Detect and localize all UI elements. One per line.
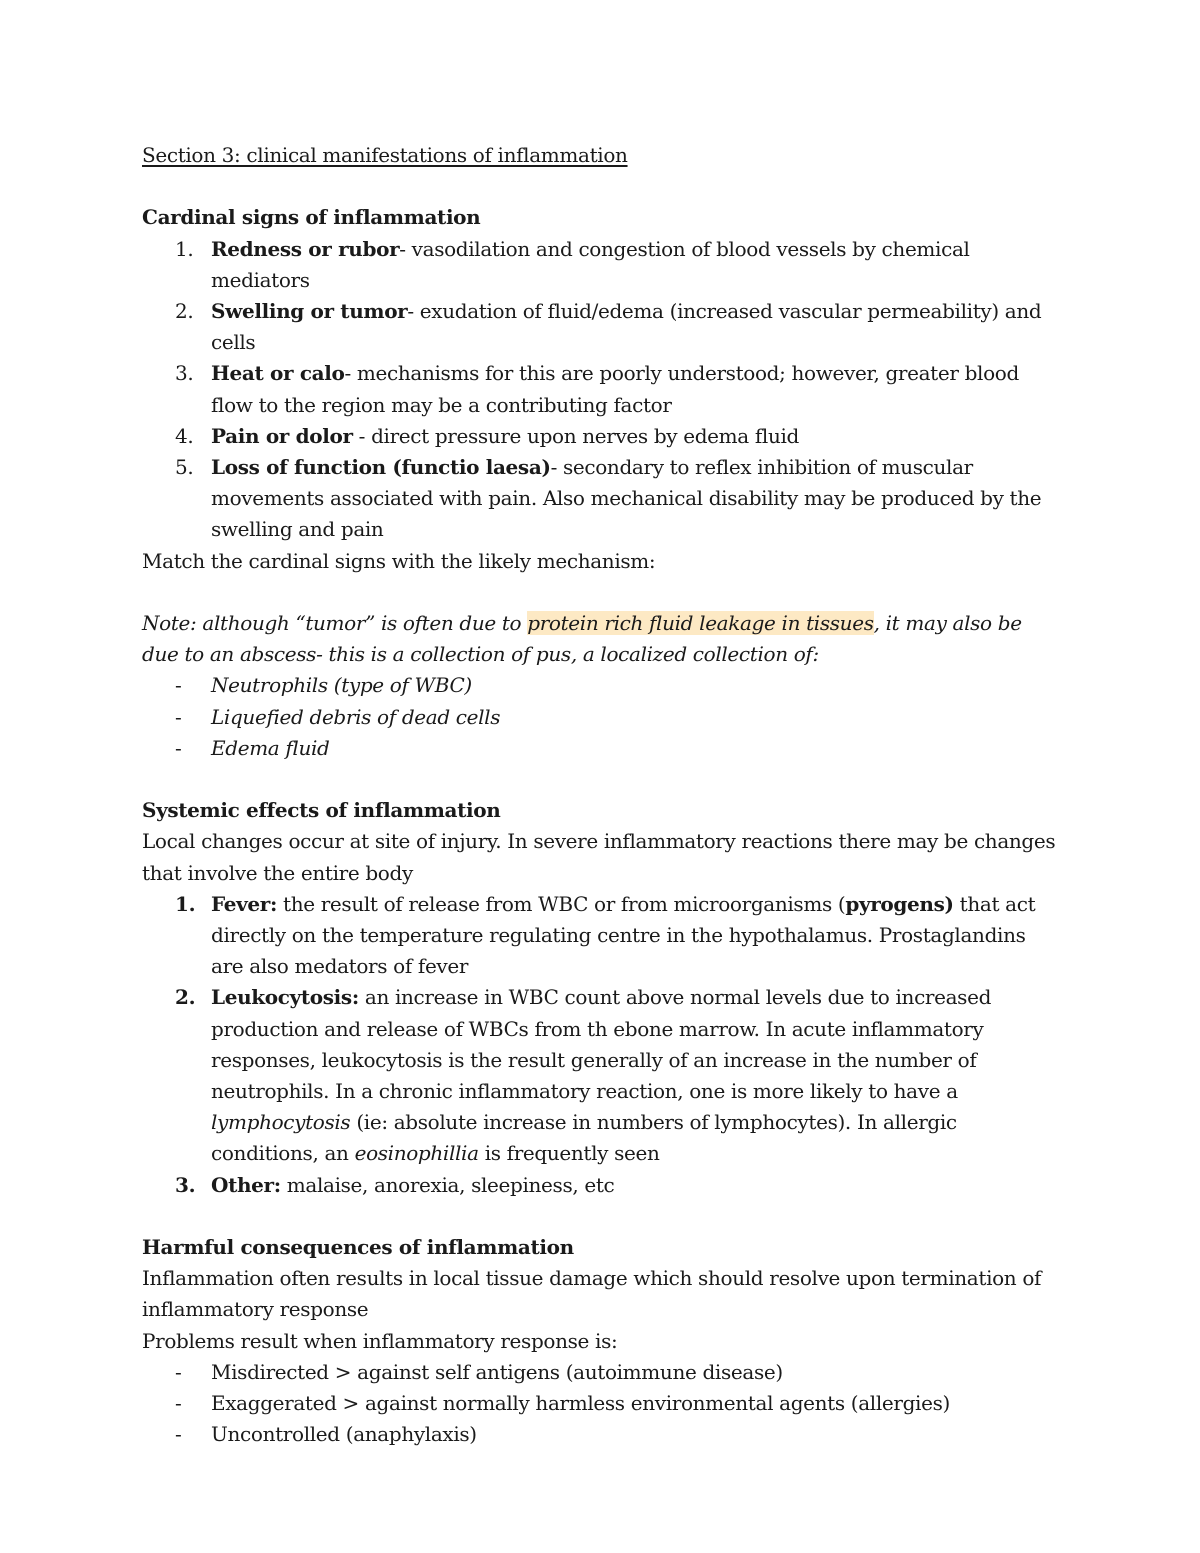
note-highlight: protein rich fluid leakage in tissues (527, 611, 874, 636)
dash-bullet: - (175, 1359, 182, 1384)
dash-bullet: - (175, 1391, 182, 1416)
harmful-line-2: Problems result when inflammatory response is: (142, 1328, 618, 1353)
spacer (142, 171, 1062, 202)
spacer (142, 1201, 1062, 1232)
cardinal-text: - exudation of fluid/edema (increased vascular permeability) and cells (211, 299, 1042, 355)
note-item-2 (142, 702, 1062, 733)
cardinal-item-1 (142, 234, 1062, 296)
systemic-item-leukocytosis (142, 982, 1062, 1169)
note-item-1 (142, 670, 1062, 701)
systemic-heading: Systemic effects of inflammation (142, 798, 501, 823)
list-number: 2. (175, 299, 194, 323)
harmful-item-2 (142, 1388, 1062, 1419)
note-text-before: Note: although “tumor” is often due to (142, 611, 528, 636)
match-instruction: Match the cardinal signs with the likely mechanism: (142, 548, 656, 573)
list-number: 1. (175, 236, 194, 261)
document-page (142, 140, 1062, 1450)
italic-term: eosinophillia (354, 1141, 479, 1166)
systemic-text: is frequently seen (478, 1141, 660, 1166)
cardinal-item-4 (142, 421, 1062, 452)
dash-bullet: - (175, 1422, 182, 1447)
spacer (142, 764, 1062, 795)
cardinal-item-2 (142, 296, 1062, 358)
cardinal-term: Redness or rubor (211, 236, 400, 261)
systemic-text: the result of release from WBC or from microorganisms ( (277, 891, 846, 916)
dash-bullet: - (175, 673, 182, 698)
systemic-item-other (142, 1170, 1062, 1201)
list-number: 3. (175, 1172, 196, 1197)
spacer (142, 577, 1062, 608)
dash-bullet: - (175, 704, 182, 729)
cardinal-term: Loss of function (functio laesa) (211, 455, 551, 480)
harmful-line-1: Inflammation often results in local tissue damage which should resolve upon termination of inflammatory response (142, 1266, 1042, 1322)
systemic-intro: Local changes occur at site of injury. In severe inflammatory reactions there may be changes that involve the entire body (142, 829, 1056, 885)
cardinal-item-5 (142, 452, 1062, 546)
note-item-text: Neutrophils (type of WBC) (211, 673, 472, 698)
systemic-term: Fever: (211, 891, 277, 916)
systemic-term: Leukocytosis: (211, 985, 359, 1010)
cardinal-term: Heat or calo (211, 361, 345, 386)
harmful-item-text: Exaggerated > against normally harmless environmental agents (allergies) (211, 1391, 950, 1416)
cardinal-text: - secondary to reflex inhibition of muscular movements associated with pain. Also mechanical disability may be produced by the swelling and pain (211, 455, 1042, 542)
harmful-item-text: Misdirected > against self antigens (autoimmune disease) (211, 1359, 783, 1384)
systemic-term: Other: (211, 1172, 281, 1197)
cardinal-text: - direct pressure upon nerves by edema fluid (352, 423, 799, 448)
systemic-text: an increase in WBC count above normal levels due to increased production and release of WBCs from th ebone marrow. In acute inflammatory responses, leukocytosis is the result generally of an increase in the number of neutrophils. In a chronic inflammatory reaction, one is more likely to have a (211, 985, 992, 1104)
list-number: 5. (175, 455, 194, 480)
harmful-item-3 (142, 1419, 1062, 1450)
harmful-heading: Harmful consequences of inflammation (142, 1235, 574, 1260)
cardinal-item-3 (142, 358, 1062, 420)
systemic-text: (ie: absolute increase in numbers of lymphocytes). In allergic conditions, an (211, 1110, 957, 1166)
systemic-bold-term: pyrogens) (845, 891, 954, 916)
harmful-item-text: Uncontrolled (anaphylaxis) (211, 1422, 477, 1447)
cardinal-text: - vasodilation and congestion of blood vessels by chemical mediators (211, 236, 970, 292)
cardinal-term: Pain or dolor (211, 423, 353, 448)
note-paragraph (142, 608, 1062, 670)
harmful-item-1 (142, 1357, 1062, 1388)
list-number: 4. (175, 423, 194, 448)
cardinal-term: Swelling or tumor (211, 299, 408, 323)
italic-term: lymphocytosis (211, 1110, 351, 1135)
note-item-text: Liquefied debris of dead cells (211, 704, 501, 729)
systemic-text: that act directly on the temperature regulating centre in the hypothalamus. Prostaglandins are also medators of fever (211, 891, 1036, 979)
section-title: Section 3: clinical manifestations of inflammation (142, 143, 628, 167)
note-item-3 (142, 733, 1062, 764)
note-item-text: Edema fluid (211, 735, 330, 760)
systemic-item-fever (142, 889, 1062, 983)
list-number: 2. (175, 985, 196, 1010)
cardinal-heading: Cardinal signs of inflammation (142, 205, 481, 230)
list-number: 3. (175, 361, 194, 386)
systemic-text: malaise, anorexia, sleepiness, etc (280, 1172, 615, 1197)
cardinal-text: - mechanisms for this are poorly understood; however, greater blood flow to the region may be a contributing factor (211, 361, 1019, 417)
note-text-after: , it may also be due to an abscess- this is a collection of pus, a localized collection of: (142, 611, 1022, 667)
dash-bullet: - (175, 735, 182, 760)
list-number: 1. (175, 891, 196, 916)
